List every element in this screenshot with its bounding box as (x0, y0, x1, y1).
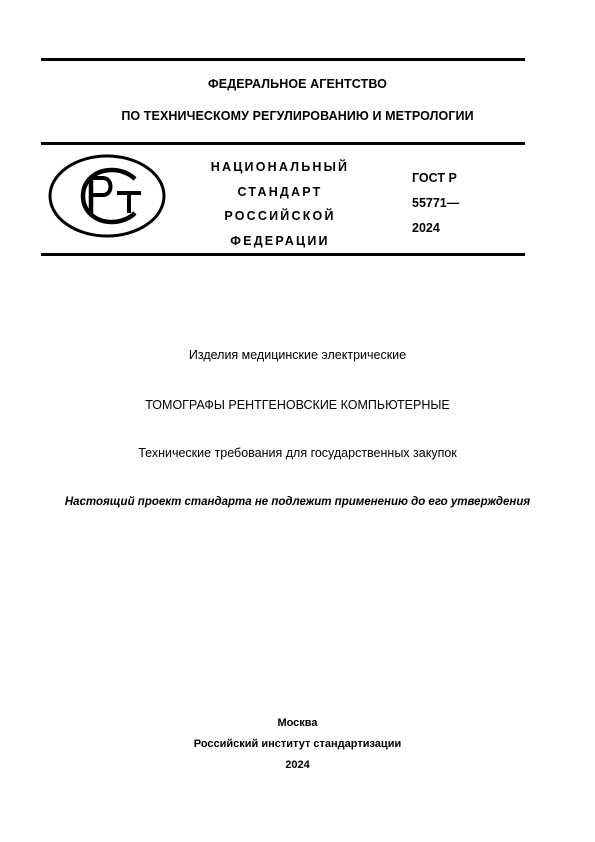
bottom-rule (41, 253, 525, 256)
standard-line-2: СТАНДАРТ (237, 184, 323, 199)
middle-rule (41, 142, 525, 145)
standard-line-4: ФЕДЕРАЦИИ (230, 233, 330, 248)
gost-r-certification-mark-icon (47, 153, 167, 239)
designation-year: 2024 (412, 221, 440, 235)
standard-line-3: РОССИЙСКОЙ (224, 209, 336, 223)
agency-name-line-1: ФЕДЕРАЛЬНОЕ АГЕНТСТВО (208, 77, 387, 91)
designation-number: 55771— (412, 196, 460, 210)
document-subtitle: Технические требования для государственных закупок (138, 446, 457, 460)
agency-name-line-2: ПО ТЕХНИЧЕСКОМУ РЕГУЛИРОВАНИЮ И МЕТРОЛОГИИ (121, 109, 474, 123)
publisher-name: Российский институт стандартизации (193, 738, 402, 750)
designation-prefix: ГОСТ Р (412, 171, 457, 185)
top-rule (41, 58, 525, 61)
standard-line-1: НАЦИОНАЛЬНЫЙ (210, 160, 350, 174)
national-standard-block (190, 155, 370, 253)
publication-year: 2024 (285, 759, 310, 771)
draft-notice: Настоящий проект стандарта не подлежит применению до его утверждения (64, 496, 531, 508)
document-subject: Изделия медицинские электрические (188, 348, 407, 362)
publication-city: Москва (277, 717, 318, 729)
document-title: ТОМОГРАФЫ РЕНТГЕНОВСКИЕ КОМПЬЮТЕРНЫЕ (145, 398, 450, 412)
standard-designation (412, 166, 459, 241)
